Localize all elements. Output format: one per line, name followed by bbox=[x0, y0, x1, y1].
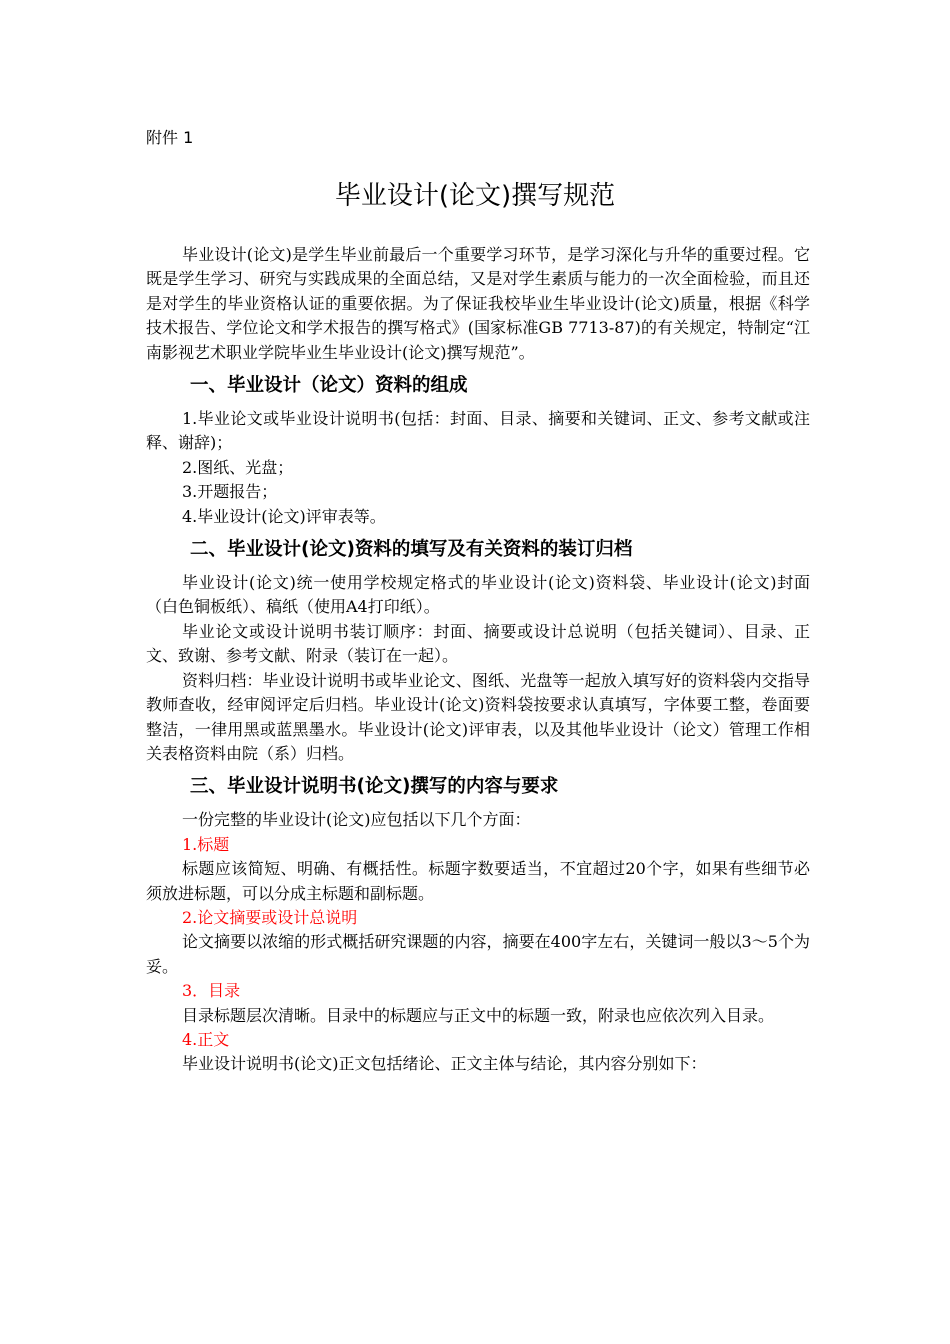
subsection-text: 论文摘要以浓缩的形式概括研究课题的内容，摘要在400字左右，关键词一般以3～5个为妥。 bbox=[146, 932, 810, 976]
subsection-text: 标题应该简短、明确、有概括性。标题字数要适当，不宜超过20个字，如果有些细节必须放进标题，可以分成主标题和副标题。 bbox=[146, 859, 810, 903]
subsection-label: 2.论文摘要或设计总说明 bbox=[182, 907, 358, 927]
section3-intro: 一份完整的毕业设计(论文)应包括以下几个方面： bbox=[182, 810, 531, 830]
subsection-text: 目录标题层次清晰。目录中的标题应与正文中的标题一致，附录也应依次列入目录。 bbox=[182, 1005, 775, 1025]
intro-paragraph: 毕业设计(论文)是学生毕业前最后一个重要学习环节，是学习深化与升华的重要过程。它既是学生学习、研究与实践成果的全面总结，又是对学生素质与能力的一次全面检验，而且还是对学生的毕业资格认证的重要依据。为了保证我校毕业生毕业设计(论文)质量，根据《科学技术报告、学位论文和学术报告的撰写格式》(国家标准GB 7713-87)的有关规定，特制定“江南影视艺术职业学院毕业生毕业设计(论文)撰写规范”。 bbox=[146, 245, 810, 362]
subsection-label: 3．目录 bbox=[182, 981, 241, 1001]
section2-paragraph: 毕业设计(论文)统一使用学校规定格式的毕业设计(论文)资料袋、毕业设计(论文)封面（白色铜板纸）、稿纸（使用A4打印纸）。 bbox=[146, 573, 810, 617]
document-body bbox=[146, 243, 810, 1077]
attachment-label: 附件 1 bbox=[146, 128, 194, 147]
section1-heading: 一、毕业设计（论文）资料的组成 bbox=[190, 375, 468, 397]
subsection-text: 毕业设计说明书(论文)正文包括绪论、正文主体与结论，其内容分别如下： bbox=[182, 1054, 707, 1074]
section2-heading: 二、毕业设计(论文)资料的填写及有关资料的装订归档 bbox=[190, 539, 633, 561]
section3-heading: 三、毕业设计说明书(论文)撰写的内容与要求 bbox=[190, 776, 559, 798]
subsection-label: 1.标题 bbox=[182, 834, 230, 854]
list-item: 4.毕业设计(论文)评审表等。 bbox=[182, 506, 386, 526]
section2-paragraph: 资料归档：毕业设计说明书或毕业论文、图纸、光盘等一起放入填写好的资料袋内交指导教师查收，经审阅评定后归档。毕业设计(论文)资料袋按要求认真填写，字体要工整，卷面要整洁，一律用黑或蓝黑墨水。毕业设计(论文)评审表，以及其他毕业设计（论文）管理工作相关表格资料由院（系）归档。 bbox=[146, 670, 810, 763]
list-item: 2.图纸、光盘； bbox=[182, 457, 294, 477]
list-item: 3.开题报告； bbox=[182, 482, 278, 502]
subsection-label: 4.正文 bbox=[182, 1029, 230, 1049]
section2-paragraph: 毕业论文或设计说明书装订顺序：封面、摘要或设计总说明（包括关键词）、目录、正文、致谢、参考文献、附录（装订在一起）。 bbox=[146, 621, 810, 666]
list-item: 1.毕业论文或毕业设计说明书(包括：封面、目录、摘要和关键词、正文、参考文献或注释、谢辞)； bbox=[146, 409, 810, 453]
page-title: 毕业设计(论文)撰写规范 bbox=[334, 181, 616, 211]
